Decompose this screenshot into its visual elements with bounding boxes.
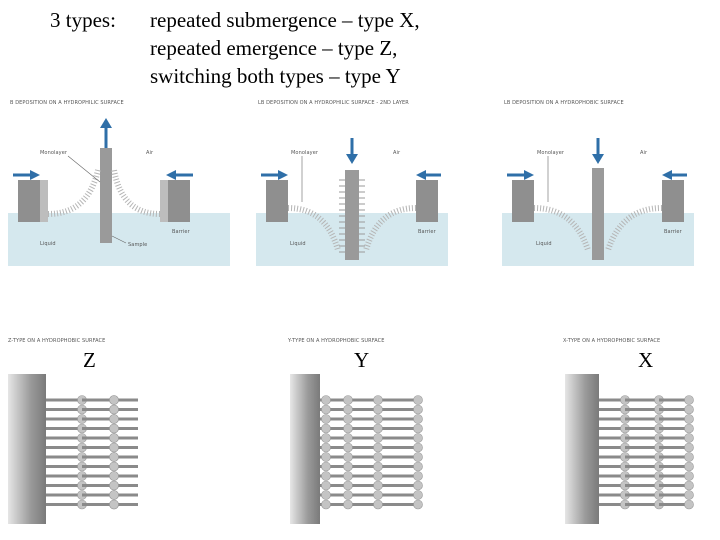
type-z-description: repeated emergence – type Z, — [150, 36, 398, 60]
deposition-diagram-hydrophobic — [502, 110, 694, 266]
molecule-head — [344, 462, 353, 471]
molecule-head — [110, 443, 119, 452]
type-label-y: Y — [354, 348, 370, 372]
molecule-rows — [599, 396, 694, 510]
molecule-head — [110, 396, 119, 405]
molecule-head — [322, 396, 331, 405]
molecule-head — [414, 405, 423, 414]
molecule-head — [374, 481, 383, 490]
molecule-head — [374, 453, 383, 462]
molecule-head — [322, 491, 331, 500]
molecule-head — [685, 481, 694, 490]
left-barrier — [266, 180, 288, 222]
right-barrier — [416, 180, 438, 222]
molecule-head — [685, 396, 694, 405]
liquid-label-3: Liquid — [536, 241, 552, 247]
type-label-x: X — [638, 348, 654, 372]
molecule-head — [344, 491, 353, 500]
molecule-head — [374, 396, 383, 405]
deposition-diagram-second-layer — [256, 110, 448, 266]
x-type-film-diagram — [563, 372, 703, 526]
molecule-head — [374, 415, 383, 424]
molecule-head — [414, 462, 423, 471]
molecule-head — [344, 424, 353, 433]
molecule-head — [414, 434, 423, 443]
type-x-description: repeated submergence – type X, — [150, 8, 420, 32]
molecule-head — [110, 481, 119, 490]
molecule-head — [110, 462, 119, 471]
left-barrier — [512, 180, 534, 222]
types-label: 3 types: — [50, 8, 116, 32]
molecule-head — [344, 396, 353, 405]
molecule-head — [374, 500, 383, 509]
molecule-head — [322, 481, 331, 490]
type-caption-x: X-TYPE ON A HYDROPHOBIC SURFACE — [563, 338, 661, 344]
molecule-head — [110, 500, 119, 509]
air-label-2: Air — [393, 150, 401, 156]
molecule-head — [322, 472, 331, 481]
type-caption-z: Z-TYPE ON A HYDROPHOBIC SURFACE — [8, 338, 106, 344]
molecule-head — [322, 500, 331, 509]
right-barrier — [662, 180, 684, 222]
deposition-caption-3: LB DEPOSITION ON A HYDROPHOBIC SURFACE — [504, 100, 624, 106]
substrate — [565, 374, 599, 524]
type-y-description: switching both types – type Y — [150, 64, 401, 88]
substrate — [8, 374, 46, 524]
molecule-head — [344, 443, 353, 452]
molecule-head — [374, 434, 383, 443]
molecule-head — [374, 491, 383, 500]
molecule-head — [322, 415, 331, 424]
molecule-head — [344, 415, 353, 424]
molecule-head — [414, 500, 423, 509]
molecule-head — [685, 443, 694, 452]
molecule-head — [685, 415, 694, 424]
molecule-head — [414, 491, 423, 500]
molecule-head — [110, 453, 119, 462]
deposition-caption-1: B DEPOSITION ON A HYDROPHILIC SURFACE — [10, 100, 124, 106]
molecule-head — [685, 491, 694, 500]
air-label-1: Air — [146, 150, 154, 156]
sample-substrate — [592, 168, 604, 260]
molecule-head — [110, 491, 119, 500]
molecule-head — [414, 424, 423, 433]
molecule-head — [685, 424, 694, 433]
molecule-head — [110, 472, 119, 481]
molecule-head — [110, 405, 119, 414]
molecule-head — [414, 472, 423, 481]
right-barrier — [168, 180, 190, 222]
barrier-label-3: Barrier — [664, 229, 682, 235]
molecule-head — [374, 405, 383, 414]
molecule-head — [110, 434, 119, 443]
deposition-caption-2: LB DEPOSITION ON A HYDROPHILIC SURFACE - 2ND LAYER — [258, 100, 409, 106]
type-label-z: Z — [83, 348, 96, 372]
molecule-head — [344, 481, 353, 490]
liquid-label-1: Liquid — [40, 241, 56, 247]
molecule-head — [685, 434, 694, 443]
barrier-label-1: Barrier — [172, 229, 190, 235]
molecule-head — [685, 472, 694, 481]
monolayer-label-3: Monolayer — [537, 150, 565, 156]
molecule-head — [344, 500, 353, 509]
molecule-head — [110, 415, 119, 424]
molecule-head — [322, 453, 331, 462]
molecule-head — [685, 500, 694, 509]
molecule-head — [685, 462, 694, 471]
molecule-head — [685, 405, 694, 414]
molecule-rows — [320, 396, 423, 510]
molecule-head — [374, 424, 383, 433]
molecule-head — [414, 481, 423, 490]
molecule-head — [322, 405, 331, 414]
molecule-head — [344, 472, 353, 481]
molecule-head — [344, 405, 353, 414]
left-barrier — [18, 180, 40, 222]
molecule-head — [685, 453, 694, 462]
molecule-head — [322, 434, 331, 443]
molecule-head — [414, 443, 423, 452]
y-type-film-diagram — [288, 372, 428, 526]
molecule-head — [322, 424, 331, 433]
molecule-head — [322, 462, 331, 471]
molecule-head — [344, 453, 353, 462]
liquid-label-2: Liquid — [290, 241, 306, 247]
molecule-rows — [46, 396, 138, 510]
sample-substrate — [100, 148, 112, 243]
molecule-head — [414, 396, 423, 405]
molecule-head — [322, 443, 331, 452]
air-label-3: Air — [640, 150, 648, 156]
barrier-label-2: Barrier — [418, 229, 436, 235]
molecule-head — [110, 424, 119, 433]
molecule-head — [374, 443, 383, 452]
molecule-head — [374, 472, 383, 481]
type-caption-y: Y-TYPE ON A HYDROPHOBIC SURFACE — [288, 338, 385, 344]
substrate — [290, 374, 320, 524]
monolayer-label-2: Monolayer — [291, 150, 319, 156]
z-type-film-diagram — [6, 372, 146, 526]
molecule-head — [344, 434, 353, 443]
molecule-head — [414, 453, 423, 462]
sample-label-1: Sample — [128, 242, 148, 248]
molecule-head — [374, 462, 383, 471]
molecule-head — [414, 415, 423, 424]
monolayer-label-1: Monolayer — [40, 150, 68, 156]
